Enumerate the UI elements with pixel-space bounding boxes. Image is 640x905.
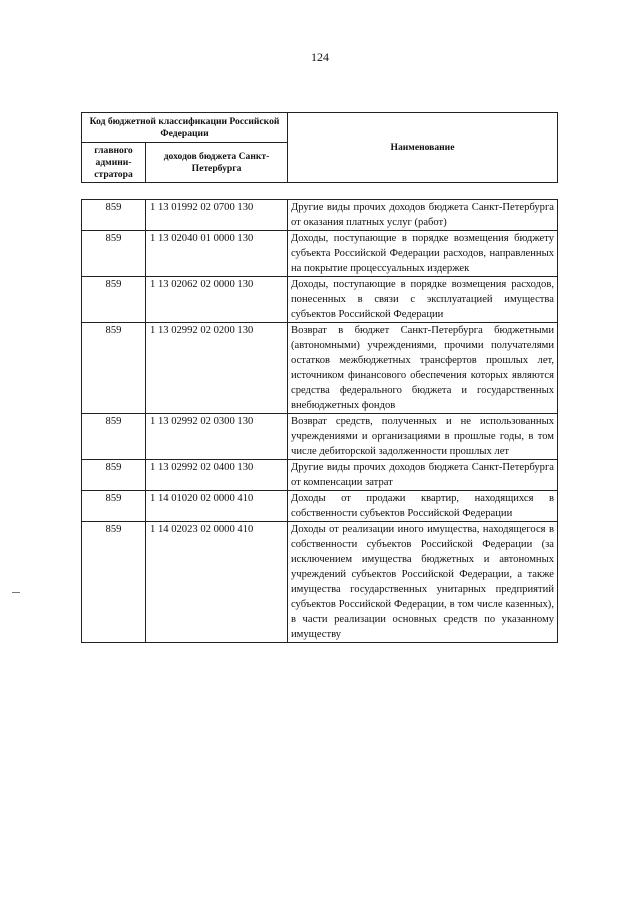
table-row: [82, 277, 558, 323]
admin-code: 859: [82, 277, 146, 323]
admin-code: 859: [82, 522, 146, 643]
admin-code: 859: [82, 414, 146, 460]
admin-code: 859: [82, 231, 146, 277]
table-row: [82, 522, 558, 643]
budget-code: 1 13 01992 02 0700 130: [146, 200, 288, 231]
revenue-name: Возврат в бюджет Санкт-Петербурга бюджетными (автономными) учреждениями, прочими получателями остатков межбюджетных трансфертов прошлых лет, источником финансового обеспечения которых являются средства федерального бюджета и государственных внебюджетных фондов: [288, 323, 558, 414]
budget-code: 1 13 02062 02 0000 130: [146, 277, 288, 323]
scan-mark: [12, 592, 20, 593]
revenue-name: Другие виды прочих доходов бюджета Санкт-Петербурга от оказания платных услуг (работ): [288, 200, 558, 231]
revenue-name: Доходы от продажи квартир, находящихся в собственности субъектов Российской Федерации: [288, 491, 558, 522]
admin-code: 859: [82, 200, 146, 231]
table-row: [82, 491, 558, 522]
table-row: [82, 460, 558, 491]
budget-code: 1 13 02992 02 0200 130: [146, 323, 288, 414]
header-revenue: доходов бюджета Санкт-Петербурга: [146, 143, 288, 183]
table-row: [82, 231, 558, 277]
budget-code: 1 13 02992 02 0400 130: [146, 460, 288, 491]
budget-code: 1 14 02023 02 0000 410: [146, 522, 288, 643]
page-number: 124: [311, 50, 329, 64]
budget-code: 1 14 01020 02 0000 410: [146, 491, 288, 522]
revenue-name: Другие виды прочих доходов бюджета Санкт-Петербурга от компенсации затрат: [288, 460, 558, 491]
revenue-name: Возврат средств, полученных и не использованных учреждениями и организациями в прошлые годы, в том числе дебиторской задолженности прошлых лет: [288, 414, 558, 460]
header-name: Наименование: [288, 113, 558, 183]
admin-code: 859: [82, 460, 146, 491]
revenue-name: Доходы от реализации иного имущества, находящегося в собственности субъектов Российской Федерации (за исключением имущества бюджетных и автономных учреждений субъектов Российской Федерации, а также имущества государственных унитарных предприятий субъектов Российской Федерации, в том числе казенных), в части реализации основных средств по указанному имуществу: [288, 522, 558, 643]
header-admin: главного админи-стратора: [82, 143, 146, 183]
revenue-name: Доходы, поступающие в порядке возмещения расходов, понесенных в связи с эксплуатацией имущества субъектов Российской Федерации: [288, 277, 558, 323]
table-row: [82, 414, 558, 460]
table-header: [81, 112, 558, 183]
table-row: [82, 200, 558, 231]
header-group-title: Код бюджетной классификации Российской Федерации: [82, 113, 288, 143]
budget-code: 1 13 02040 01 0000 130: [146, 231, 288, 277]
table-row: [82, 323, 558, 414]
admin-code: 859: [82, 491, 146, 522]
revenue-name: Доходы, поступающие в порядке возмещения бюджету субъекта Российской Федерации расходов, направленных на покрытие процессуальных издержек: [288, 231, 558, 277]
admin-code: 859: [82, 323, 146, 414]
revenue-table: [81, 199, 558, 643]
budget-code: 1 13 02992 02 0300 130: [146, 414, 288, 460]
